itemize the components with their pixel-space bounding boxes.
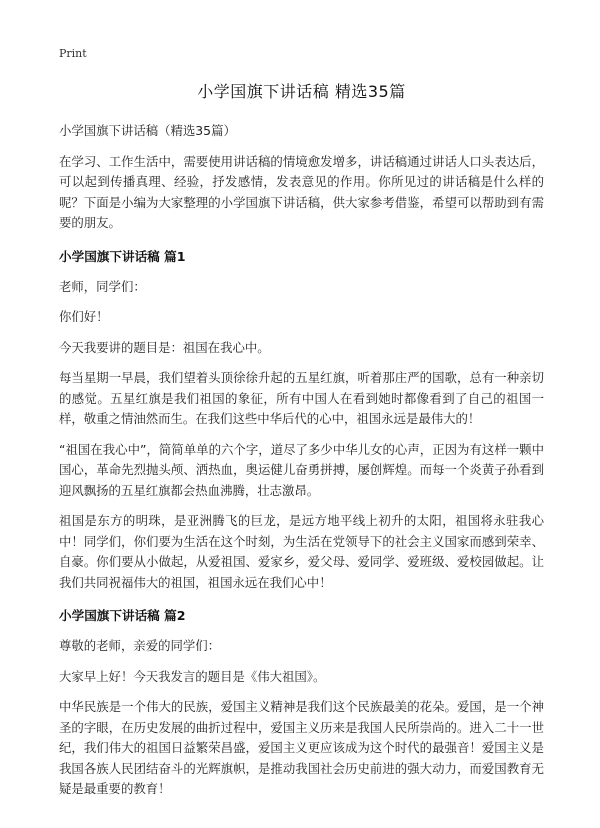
document-title: 小学国旗下讲话稿 精选35篇 bbox=[197, 82, 406, 101]
intro-paragraph: 在学习、工作生活中，需要使用讲话稿的情境愈发增多，讲话稿通过讲话人口头表达后，可以起到传播真理、经验，抒发感情，发表意见的作用。你所见过的讲话稿是什么样的呢？下面是小编为大家整理的小学国旗下讲话稿，供大家参考借鉴，希望可以帮助到有需要的朋友。 bbox=[59, 153, 544, 230]
section-2 bbox=[59, 606, 544, 800]
section-paragraph: “祖国在我心中”，简简单单的六个字，道尽了多少中华儿女的心声，正因为有这样一颗中国心，革命先烈抛头颅、洒热血，奥运健儿奋勇拼搏，屡创辉煌。而每一个炎黄子孙看到迎风飘扬的五星红旗都会热血沸腾，壮志激昂。 bbox=[59, 441, 544, 498]
section-paragraph: 大家早上好！今天我发言的题目是《伟大祖国》。 bbox=[59, 668, 326, 684]
print-link[interactable]: Print bbox=[59, 47, 87, 60]
section-paragraph: 每当星期一早晨，我们望着头顶徐徐升起的五星红旗，听着那庄严的国歌，总有一种亲切的感觉。五星红旗是我们祖国的象征，所有中国人在看到她时都像看到了自己的祖国一样，敬重之情油然而生。在我们这些中华后代的心中，祖国永远是最伟大的！ bbox=[59, 370, 544, 426]
section-1 bbox=[59, 247, 544, 594]
document-body bbox=[59, 121, 544, 810]
section-paragraph: 中华民族是一个伟大的民族，爱国主义精神是我们这个民族最美的花朵。爱国，是一个神圣的字眼，在历史发展的曲折过程中，爱国主义历来是我国人民所崇尚的。进入二十一世纪，我们伟大的祖国日益繁荣昌盛，爱国主义更应该成为这个时代的最强音！爱国主义是我国各族人民团结奋斗的光辉旗帜，是推动我国社会历史前进的强大动力，而爱国教育无疑是最重要的教育！ bbox=[59, 699, 544, 796]
section-paragraph: 祖国是东方的明珠，是亚洲腾飞的巨龙，是远方地平线上初升的太阳，祖国将永驻我心中！同学们，你们要为生活在这个时刻，为生活在党领导下的社会主义国家而感到荣幸、自豪。你们要从小做起，从爱祖国、爱家乡，爱父母、爱同学、爱班级、爱校园做起。让我们共同祝福伟大的祖国，祖国永远在我们心中！ bbox=[59, 513, 544, 590]
intro-subtitle: 小学国旗下讲话稿（精选35篇） bbox=[59, 123, 236, 138]
section-paragraph: 今天我要讲的题目是：祖国在我心中。 bbox=[59, 339, 270, 355]
section-paragraph: 尊敬的老师，亲爱的同学们： bbox=[59, 638, 221, 653]
section-paragraph: 你们好！ bbox=[59, 309, 109, 324]
section-heading: 小学国旗下讲话稿 篇1 bbox=[59, 248, 186, 264]
section-paragraph: 老师，同学们： bbox=[59, 278, 146, 294]
section-heading: 小学国旗下讲话稿 篇2 bbox=[59, 608, 186, 623]
